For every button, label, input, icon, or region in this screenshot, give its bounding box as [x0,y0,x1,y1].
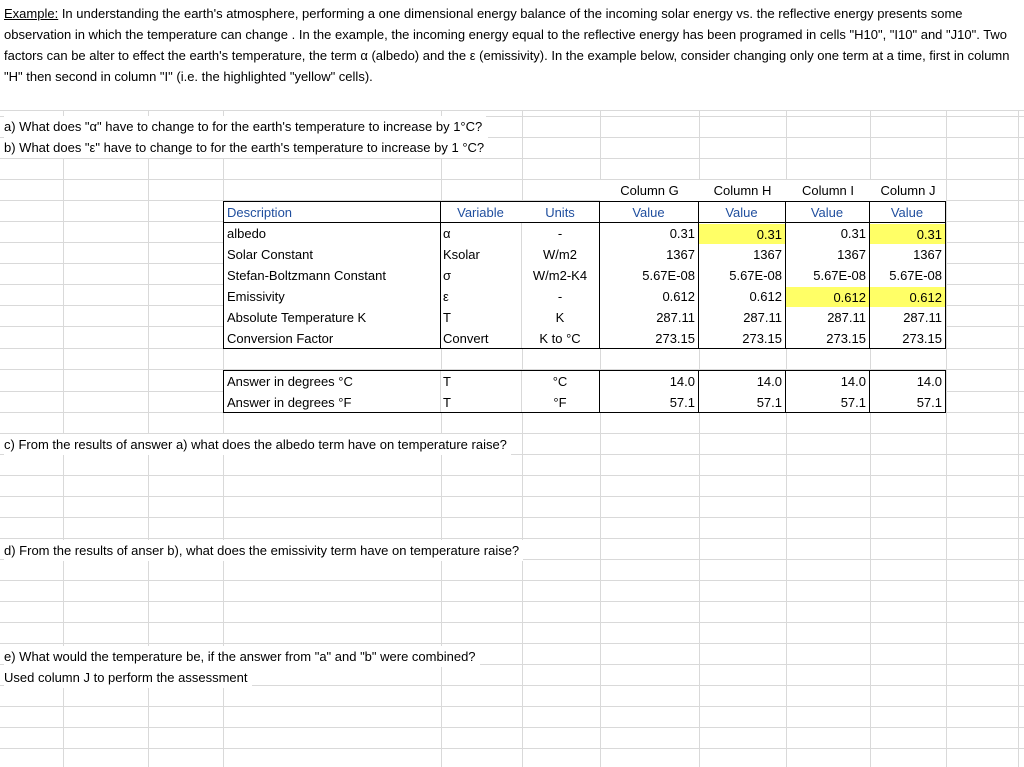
row-emissivity-variable[interactable]: ε [443,289,449,304]
row-convert-j[interactable]: 273.15 [902,331,942,346]
row-emissivity-h[interactable]: 0.612 [749,289,782,304]
row-emissivity-description[interactable]: Emissivity [227,289,285,304]
header-description[interactable]: Description [227,205,293,220]
row-solar-g[interactable]: 1367 [666,247,695,262]
row-emissivity-units[interactable]: - [557,289,563,304]
row-convert-i[interactable]: 273.15 [826,331,866,346]
row-solar-j[interactable]: 1367 [913,247,942,262]
row-solar-variable[interactable]: Ksolar [443,247,480,262]
row-abs-temp-i[interactable]: 287.11 [827,310,866,325]
header-value-h[interactable]: Value [725,205,758,220]
answer-c-g[interactable]: 14.0 [669,374,695,389]
row-convert-description[interactable]: Conversion Factor [227,331,334,346]
row-sigma-j[interactable]: 5.67E-08 [889,268,942,283]
answer-f-h[interactable]: 57.1 [756,395,782,410]
answer-f-description[interactable]: Answer in degrees °F [227,395,352,410]
header-value-j[interactable]: Value [890,205,924,220]
intro-text [4,3,1014,87]
column-j-label[interactable]: Column J [870,180,946,201]
column-g-label[interactable]: Column G [600,180,699,201]
answer-c-h[interactable]: 14.0 [756,374,782,389]
header-value-i[interactable]: Value [810,205,844,220]
header-units[interactable]: Units [545,205,575,220]
row-albedo-g[interactable]: 0.31 [669,226,695,241]
answer-c-j[interactable]: 14.0 [916,374,942,389]
row-emissivity-g[interactable]: 0.612 [662,289,695,304]
row-solar-description[interactable]: Solar Constant [227,247,313,262]
column-i-label[interactable]: Column I [786,180,870,201]
answer-c-i[interactable]: 14.0 [840,374,866,389]
row-sigma-g[interactable]: 5.67E-08 [642,268,695,283]
row-albedo-description[interactable]: albedo [227,226,267,241]
answer-f-units[interactable]: °F [553,395,567,410]
row-emissivity-i[interactable]: 0.612 [786,287,869,307]
row-albedo-units[interactable]: - [557,226,563,241]
question-a[interactable]: a) What does "α" have to change to for the earth's temperature to increase by 1°C? [4,116,486,137]
row-albedo-h[interactable]: 0.31 [699,224,785,244]
row-solar-units[interactable]: W/m2 [543,247,577,262]
row-abs-temp-description[interactable]: Absolute Temperature K [227,310,367,325]
row-sigma-h[interactable]: 5.67E-08 [729,268,782,283]
row-abs-temp-h[interactable]: 287.11 [743,310,782,325]
row-convert-g[interactable]: 273.15 [655,331,695,346]
row-abs-temp-variable[interactable]: T [443,310,451,325]
answer-f-j[interactable]: 57.1 [916,395,942,410]
row-albedo-j[interactable]: 0.31 [870,224,945,244]
row-albedo-variable[interactable]: α [443,226,451,241]
answer-c-units[interactable]: °C [552,374,568,389]
row-emissivity-j[interactable]: 0.612 [870,287,945,307]
intro-cell[interactable] [0,0,1024,111]
question-e-note[interactable]: Used column J to perform the assessment [4,667,252,688]
header-value-g[interactable]: Value [632,205,665,220]
header-variable[interactable]: Variable [457,205,504,220]
row-abs-temp-g[interactable]: 287.11 [656,310,695,325]
row-convert-h[interactable]: 273.15 [742,331,782,346]
row-sigma-description[interactable]: Stefan-Boltzmann Constant [227,268,386,283]
question-e[interactable]: e) What would the temperature be, if the answer from "a" and "b" were combined? [4,646,480,667]
row-abs-temp-j[interactable]: 287.11 [903,310,942,325]
answer-table [223,370,946,413]
question-d[interactable]: d) From the results of anser b), what does the emissivity term have on temperature raise? [4,540,523,561]
row-sigma-units[interactable]: W/m2-K4 [532,268,588,283]
answer-c-description[interactable]: Answer in degrees °C [227,374,353,389]
row-abs-temp-units[interactable]: K [555,310,565,325]
row-solar-i[interactable]: 1367 [837,247,866,262]
question-b[interactable]: b) What does "ε" have to change to for the earth's temperature to increase by 1 °C? [4,137,488,158]
intro-body: In understanding the earth's atmosphere, performing a one dimensional energy balance of the incoming solar energy vs. the reflective energy presents some observation in which the temperature can change . In the example, the incoming energy equal to the reflective energy has been programed in cells "H10", "I10" and "J10". Two factors can be alter to effect the earth's temperature, the term α (albedo) and the ε (emissivity). In the example below, consider changing only one term at a time, first in column "H" then second in column "I" (i.e. the highlighted "yellow" cells). [4,6,1010,84]
parameter-table [223,201,946,349]
answer-f-variable[interactable]: T [443,395,451,410]
answer-f-g[interactable]: 57.1 [669,395,695,410]
row-convert-units[interactable]: K to °C [539,331,581,346]
answer-c-variable[interactable]: T [443,374,451,389]
row-sigma-i[interactable]: 5.67E-08 [813,268,866,283]
example-label: Example: [4,6,59,21]
question-c[interactable]: c) From the results of answer a) what does the albedo term have on temperature raise? [4,434,511,455]
row-solar-h[interactable]: 1367 [753,247,782,262]
column-h-label[interactable]: Column H [699,180,786,201]
answer-f-i[interactable]: 57.1 [840,395,866,410]
row-convert-variable[interactable]: Convert [443,331,489,346]
row-sigma-variable[interactable]: σ [443,268,452,283]
row-albedo-i[interactable]: 0.31 [840,226,866,241]
